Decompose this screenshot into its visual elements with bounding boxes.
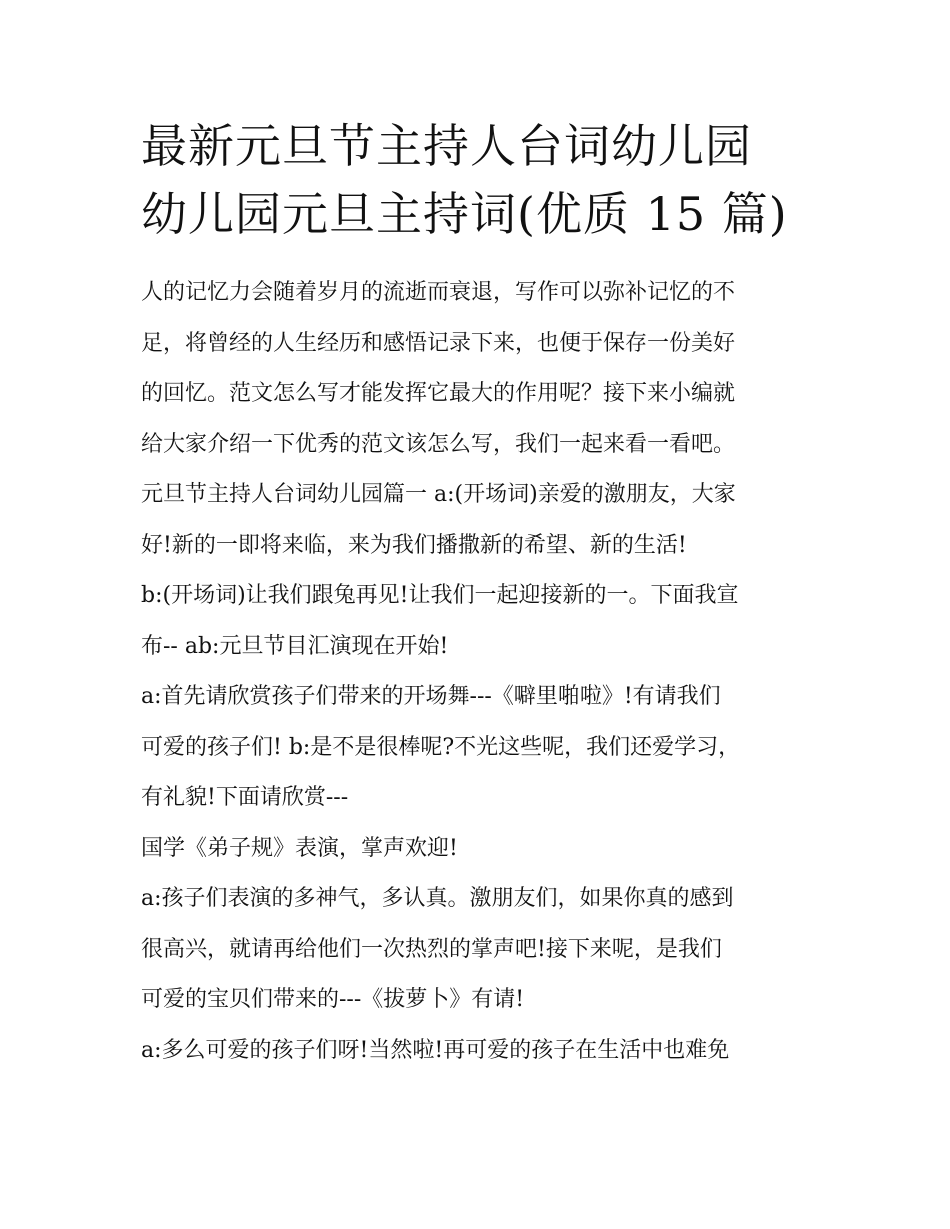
- body-line: b:(开场词)让我们跟兔再见!让我们一起迎接新的一。下面我宣: [141, 583, 739, 608]
- document-page: [141, 112, 821, 1076]
- body-line: 元旦节主持人台词幼儿园篇一 a:(开场词)亲爱的激朋友，大家: [141, 482, 736, 507]
- body-line: 很高兴，就请再给他们一次热烈的掌声吧!接下来呢，是我们: [141, 936, 722, 962]
- body-line: a:孩子们表演的多神气，多认真。激朋友们，如果你真的感到: [141, 886, 734, 911]
- body-line: 有礼貌!下面请欣赏---: [141, 785, 349, 810]
- title-line-1: 最新元旦节主持人台词幼儿园: [141, 119, 752, 173]
- body-line: 可爱的孩子们! b:是不是很棒呢?不光这些呢，我们还爱学习，: [141, 734, 741, 760]
- body-line: 人的记忆力会随着岁月的流逝而衰退，写作可以弥补记忆的不: [141, 280, 736, 305]
- body-line: 国学《弟子规》表演，掌声欢迎!: [141, 835, 458, 861]
- document-body: [141, 268, 821, 1076]
- body-line: 的回忆。范文怎么写才能发挥它最大的作用呢？接下来小编就: [141, 381, 736, 406]
- body-line: 可爱的宝贝们带来的---《拔萝卜》有请!: [141, 987, 525, 1012]
- body-line: 布-- ab:元旦节目汇演现在开始!: [141, 633, 449, 659]
- body-line: 足，将曾经的人生经历和感悟记录下来，也便于保存一份美好: [141, 330, 736, 356]
- body-line: a:多么可爱的孩子们呀!当然啦!再可爱的孩子在生活中也难免: [141, 1037, 730, 1063]
- body-line: 好!新的一即将来临，来为我们播撒新的希望、新的生活!: [141, 532, 687, 558]
- document-title: [141, 112, 821, 248]
- title-line-2: 幼儿园元旦主持词(优质 15 篇): [141, 187, 788, 241]
- body-line: a:首先请欣赏孩子们带来的开场舞---《噼里啪啦》!有请我们: [141, 684, 721, 709]
- body-line: 给大家介绍一下优秀的范文该怎么写，我们一起来看一看吧。: [141, 431, 736, 457]
